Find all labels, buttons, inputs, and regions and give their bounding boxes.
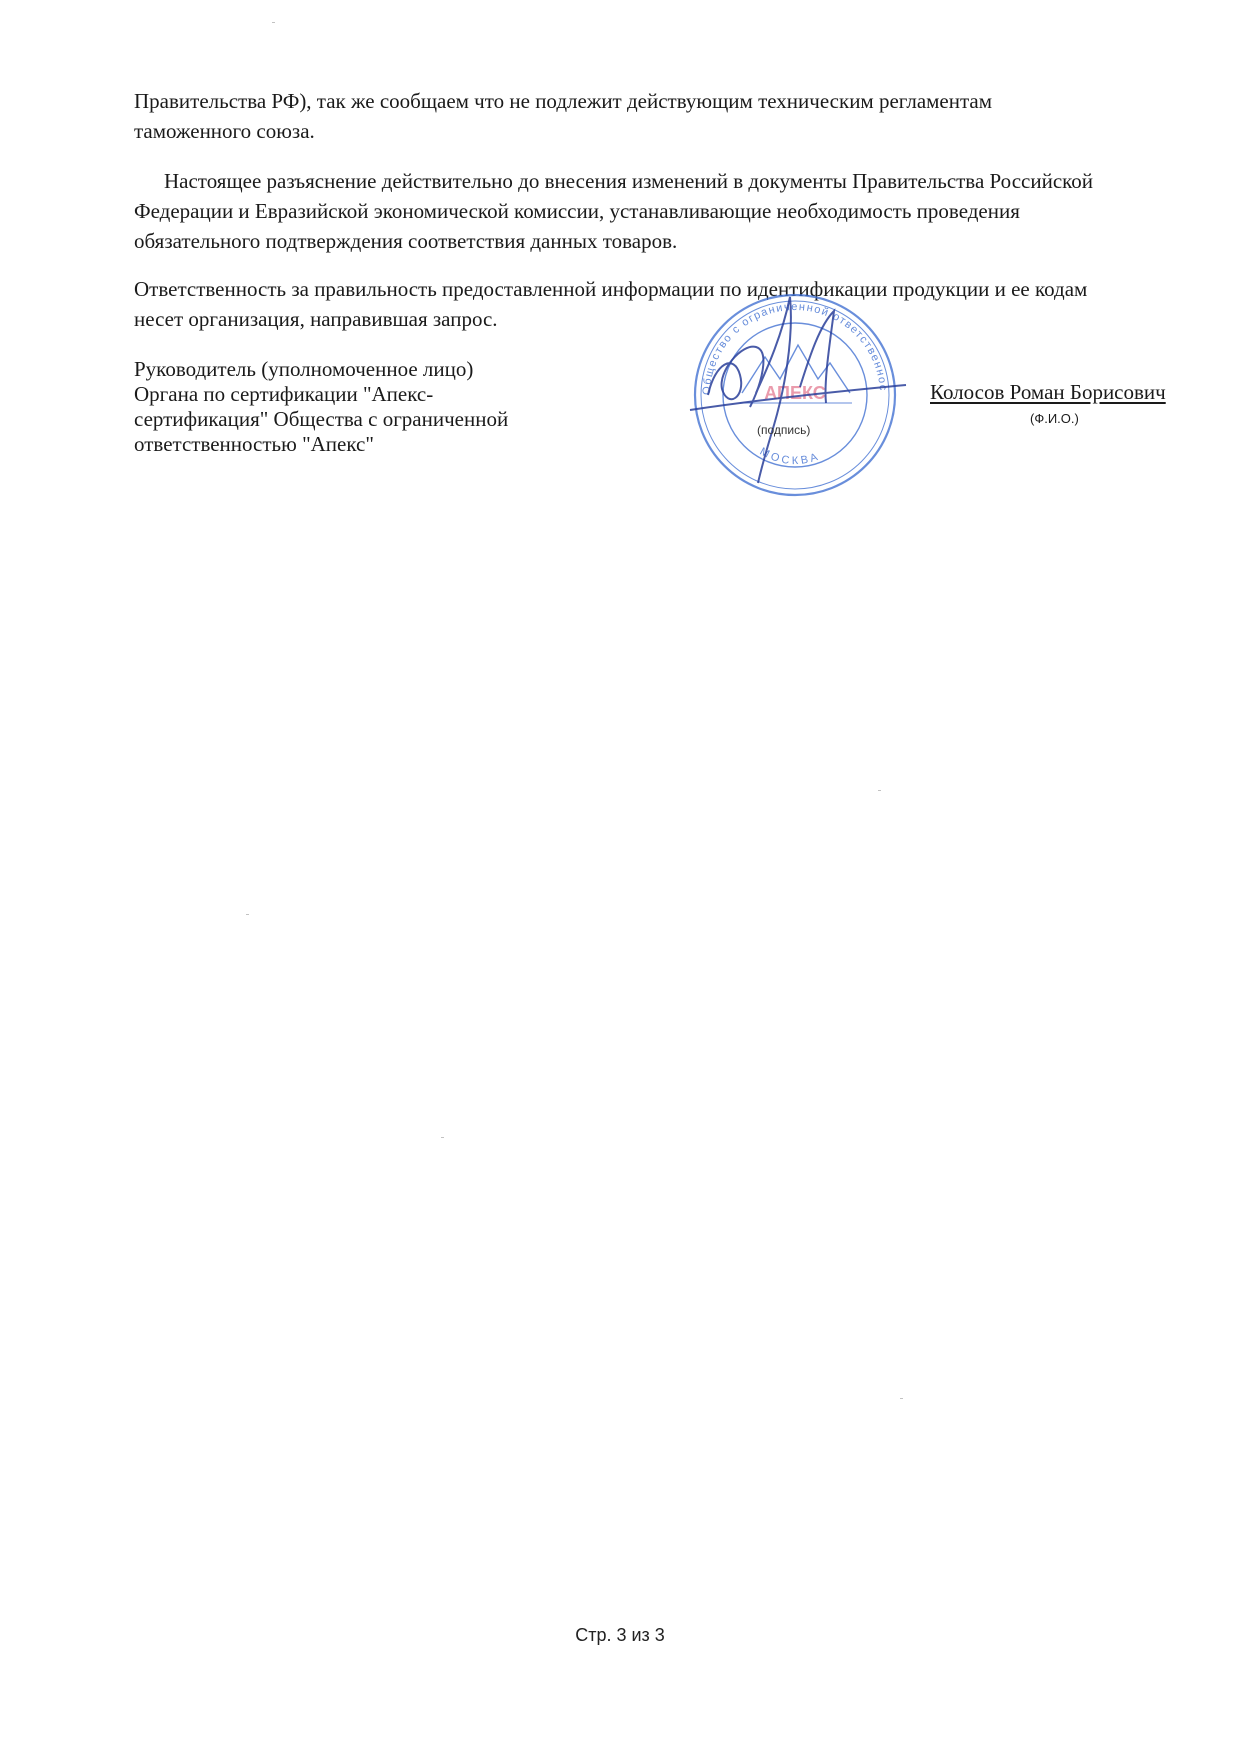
page-number: Стр. 3 из 3 xyxy=(575,1625,665,1645)
signatory-name-block xyxy=(930,380,1190,426)
signature-caption: (подпись) xyxy=(757,423,811,437)
signer-line: Руководитель (уполномоченное лицо) xyxy=(134,357,474,381)
paragraph-line: Федерации и Евразийской экономической комиссии, устанавливающие необходимость проведения xyxy=(134,199,1020,223)
paragraph-line: обязательного подтверждения соответствия данных товаров. xyxy=(134,229,678,253)
signer-line: ответственностью "Апекс" xyxy=(134,432,374,456)
paragraph-line: Настоящее разъяснение действительно до внесения изменений в документы Правительства Российской xyxy=(164,169,1094,193)
paragraph-line: таможенного союза. xyxy=(134,119,315,143)
stamp-center-text: АПЕКС xyxy=(764,383,826,403)
signer-line: Органа по сертификации "Апекс- xyxy=(134,382,434,406)
scan-speck xyxy=(441,1137,444,1138)
paragraph-line: Ответственность за правильность предоставленной информации по идентификации продукции и ее кодам xyxy=(134,277,1088,301)
scan-speck xyxy=(900,1398,903,1399)
signer-position xyxy=(134,357,564,457)
scan-speck xyxy=(272,22,275,23)
paragraph-line: несет организация, направившая запрос. xyxy=(134,307,498,331)
scan-speck xyxy=(246,914,249,915)
signer-line: сертификация" Общества с ограниченной xyxy=(134,407,509,431)
stamp-outer-text: Общество с ограниченной ответственнос xyxy=(700,300,889,396)
paragraph-line: Правительства РФ), так же сообщаем что не подлежит действующим техническим регламентам xyxy=(134,89,993,113)
paragraph-responsibility xyxy=(134,274,1184,334)
signatory-name: Колосов Роман Борисович xyxy=(930,380,1166,404)
stamp-graphic xyxy=(670,275,920,515)
stamp-bottom-text: МОСКВА xyxy=(757,445,822,468)
name-caption: (Ф.И.О.) xyxy=(1030,411,1079,426)
scan-speck xyxy=(878,790,881,791)
paragraph-regulations xyxy=(134,86,1184,146)
paragraph-validity xyxy=(134,166,1184,256)
company-stamp xyxy=(670,275,920,515)
